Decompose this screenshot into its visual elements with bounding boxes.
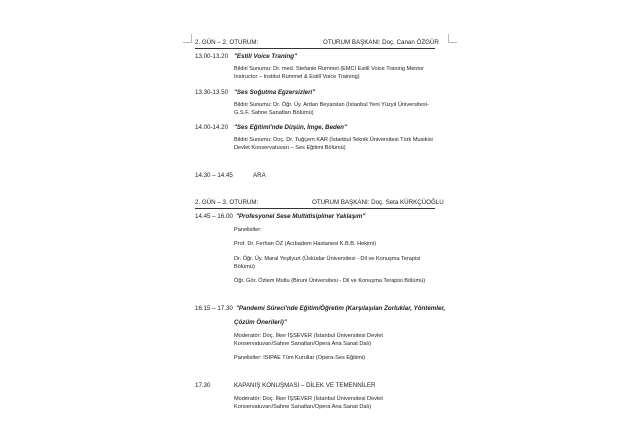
session2-time-1: 13.00-13.20 bbox=[195, 53, 229, 60]
panel-time: 14.45 – 16.00 bbox=[195, 213, 233, 220]
panelist-2b: Bölümü) bbox=[234, 264, 255, 270]
session3-chair: OTURUM BAŞKANI: Doç. Seta KÜRKÇÜOĞLU bbox=[312, 199, 444, 206]
session2-detail-1a: Bildiri Sunumu: Dr. med. Stefanie Rummel (EMCI Estill Voice Traning Mentor bbox=[234, 66, 424, 72]
crop-mark-right bbox=[448, 34, 457, 43]
session2-time-3: 14.00-14.20 bbox=[195, 124, 229, 131]
closing-moderator-1: Moderatör: Doç. İlker İŞSEVER (İstanbul Üniversitesi Devlet bbox=[234, 396, 383, 402]
session2-detail-3a: Bildiri Sunumu: Doç. Dr. Tuğçem KAR (İstanbul Teknik Üniversitesi Türk Musikisi bbox=[234, 137, 433, 143]
pandemic-moderator-2: Konservatuvarı/Sahne Sanatları/Opera Ana Sanat Dalı) bbox=[234, 341, 372, 347]
session2-title-1: "Estill Voice Traning" bbox=[234, 53, 297, 60]
closing-moderator-2: Konservatuvarı/Sahne Sanatları/Opera Ana Sanat Dalı) bbox=[234, 404, 372, 410]
break-time: 14.30 – 14.45 bbox=[195, 172, 233, 179]
panelist-1: Prof. Dr. Ferhan ÖZ (Acıbadem Hastanesi K.B.B. Hekimi) bbox=[234, 241, 377, 247]
break-label: ARA bbox=[253, 172, 266, 179]
session2-label: 2. GÜN – 2. OTURUM: bbox=[195, 39, 259, 46]
session3-label: 2. GÜN – 3. OTURUM: bbox=[195, 199, 259, 206]
pandemic-title-2: Çözüm Önerileri)" bbox=[234, 319, 287, 326]
session2-title-2: "Ses Soğutma Egzersizleri" bbox=[234, 89, 316, 96]
panelists-heading: Panelistler: bbox=[234, 227, 262, 233]
session2-time-2: 13.30-13.50 bbox=[195, 89, 229, 96]
session2-header bbox=[195, 39, 439, 49]
session3-header bbox=[195, 199, 444, 209]
closing-time: 17.30 bbox=[195, 382, 211, 389]
crop-mark-left bbox=[183, 34, 192, 43]
panelist-2a: Dr. Öğr. Üy. Maral Yeşilyurt (Üsküdar Üniversitesi - Dil ve Konuşma Terapisi bbox=[234, 256, 421, 262]
session2-detail-3b: Devlet Konservatuvarı – Ses Eğitimi Bölümü) bbox=[234, 145, 346, 151]
closing-title: KAPANIŞ KONUŞMASI – DİLEK VE TEMENNİLER bbox=[234, 382, 376, 389]
pandemic-moderator-1: Moderatör: Doç. İlker İŞSEVER (İstanbul Üniversitesi Devlet bbox=[234, 333, 383, 339]
session2-detail-2a: Bildiri Sunumu: Dr. Öğr. Üy. Ardan Beyarslan (İstanbul Yeni Yüzyıl Üniversitesi- bbox=[234, 102, 429, 108]
pandemic-title-1: "Pandemi Süreci'nde Eğitim/Öğretim (Karşılaşılan Zorluklar, Yöntemler, bbox=[236, 305, 446, 312]
session2-title-3: "Ses Eğitimi'nde Düşün, İmge, Beden" bbox=[234, 124, 347, 131]
pandemic-time: 16.15 – 17.30 bbox=[195, 305, 233, 312]
pandemic-panelists: Panelistler: ISIPAE Tüm Kurullar (Opera-Ses Eğitimi) bbox=[234, 355, 365, 361]
session2-chair: OTURUM BAŞKANI: Doç. Canan ÖZGÜR bbox=[323, 39, 439, 46]
panel-title: "Profesyonel Sese Multidisipliner Yaklaşım" bbox=[236, 213, 366, 220]
session2-detail-1b: Instructor – Institut Rummel & Estill Voice Training) bbox=[234, 74, 360, 80]
panelist-3: Öğr. Gör. Özlem Mutlu (Biruni Üniversitesi - Dil ve Konuşma Terapisi Bölümü) bbox=[234, 278, 426, 284]
session2-detail-2b: G.S.F. Sahne Sanatları Bölümü) bbox=[234, 110, 314, 116]
